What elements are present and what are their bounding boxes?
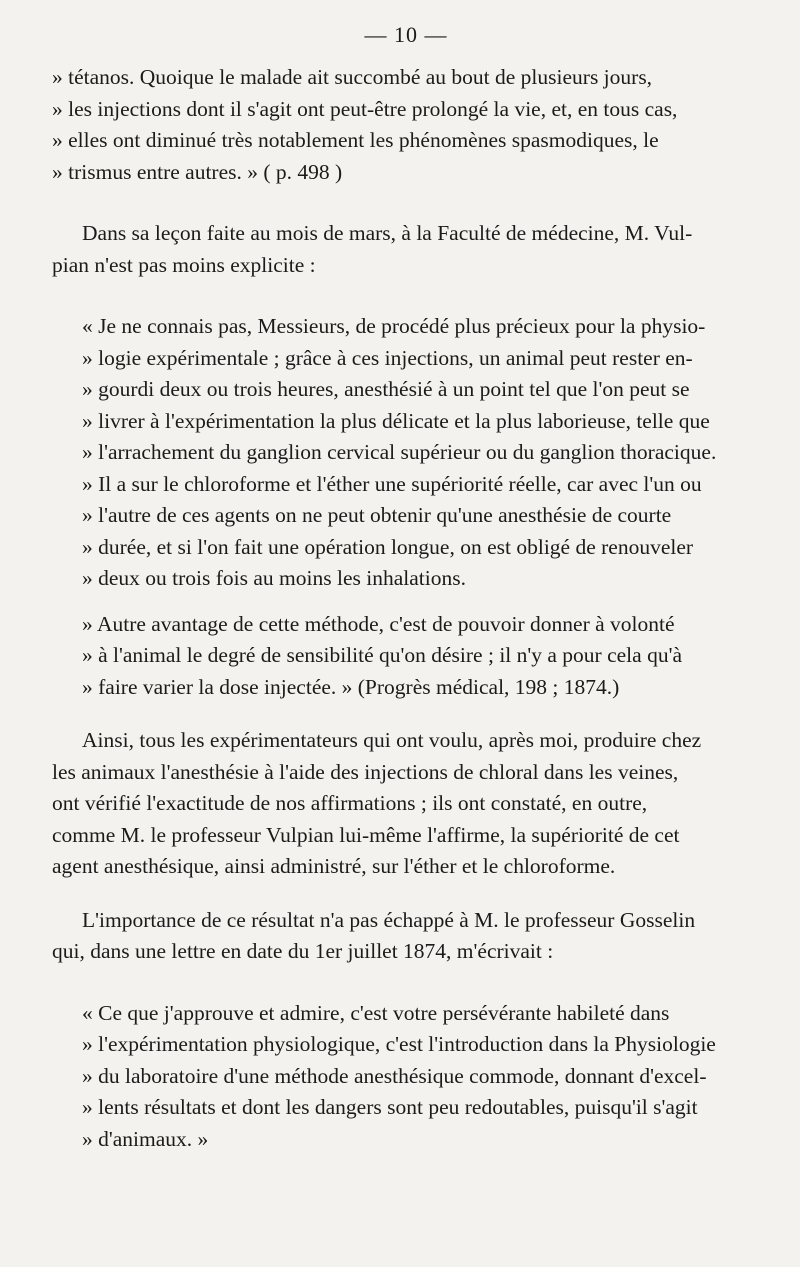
text-line: » l'arrachement du ganglion cervical supérieur ou du ganglion thoracique. (82, 440, 717, 464)
text-line: » durée, et si l'on fait une opération longue, on est obligé de renouveler (82, 534, 694, 559)
text-line: » elles ont diminué très notablement les phénomènes spasmodiques, le (52, 128, 659, 152)
text-line: » Autre avantage de cette méthode, c'est de pouvoir donner à volonté (82, 611, 675, 636)
text-line: ont vérifié l'exactitude de nos affirmations ; ils ont constaté, en outre, (52, 791, 648, 815)
text-line: » d'animaux. » (82, 1126, 209, 1151)
text-line: » faire varier la dose injectée. » (Progrès médical, 198 ; 1874.) (82, 674, 620, 699)
text-line: » les injections dont il s'agit ont peut-être prolongé la vie, et, en tous cas, (52, 96, 678, 121)
paragraph-vulpian-intro (52, 218, 760, 281)
text-line: qui, dans une lettre en date du 1er juillet 1874, m'écrivait : (52, 939, 554, 963)
text-line: » à l'animal le degré de sensibilité qu'on désire ; il n'y a pour cela qu'à (82, 643, 682, 667)
text-line: « Je ne connais pas, Messieurs, de procédé plus précieux pour la physio- (82, 314, 706, 338)
text-line: les animaux l'anesthésie à l'aide des injections de chloral dans les veines, (52, 759, 679, 784)
quote-vulpian (52, 311, 760, 595)
quote-tetanos (52, 62, 760, 188)
text-line: » du laboratoire d'une méthode anesthésique commode, donnant d'excel- (82, 1063, 707, 1088)
text-line: » logie expérimentale ; grâce à ces injections, un animal peut rester en- (82, 345, 693, 370)
paragraph-experimentateurs (52, 725, 760, 883)
text-line: » trismus entre autres. » ( p. 498 ) (52, 159, 343, 184)
text-line: Ainsi, tous les expérimentateurs qui ont voulu, après moi, produire chez (82, 728, 702, 752)
text-line: » gourdi deux ou trois heures, anesthésié à un point tel que l'on peut se (82, 377, 690, 401)
text-line: » deux ou trois fois au moins les inhalations. (82, 566, 466, 590)
text-line: comme M. le professeur Vulpian lui-même l'affirme, la supériorité de cet (52, 822, 680, 847)
text-line: agent anesthésique, ainsi administré, sur l'éther et le chloroforme. (52, 854, 616, 878)
quote-vulpian-continued (52, 609, 760, 704)
text-line: » tétanos. Quoique le malade ait succombé au bout de plusieurs jours, (52, 65, 653, 89)
paragraph-gosselin (52, 905, 760, 968)
text-line: Dans sa leçon faite au mois de mars, à la Faculté de médecine, M. Vul- (82, 221, 693, 245)
text-line: » Il a sur le chloroforme et l'éther une supériorité réelle, car avec l'un ou (82, 471, 702, 496)
text-line: « Ce que j'approuve et admire, c'est votre persévérante habileté dans (82, 1000, 670, 1025)
text-line: » l'expérimentation physiologique, c'est l'introduction dans la Physiologie (82, 1032, 716, 1056)
text-line: » l'autre de ces agents on ne peut obtenir qu'une anesthésie de courte (82, 503, 672, 527)
text-line: » livrer à l'expérimentation la plus délicate et la plus laborieuse, telle que (82, 408, 710, 433)
text-line: » lents résultats et dont les dangers sont peu redoutables, puisqu'il s'agit (82, 1095, 698, 1119)
text-line: L'importance de ce résultat n'a pas échappé à M. le professeur Gosselin (82, 907, 696, 932)
page-number: — 10 — (364, 22, 448, 47)
quote-gosselin (52, 998, 760, 1156)
text-line: pian n'est pas moins explicite : (52, 252, 316, 277)
